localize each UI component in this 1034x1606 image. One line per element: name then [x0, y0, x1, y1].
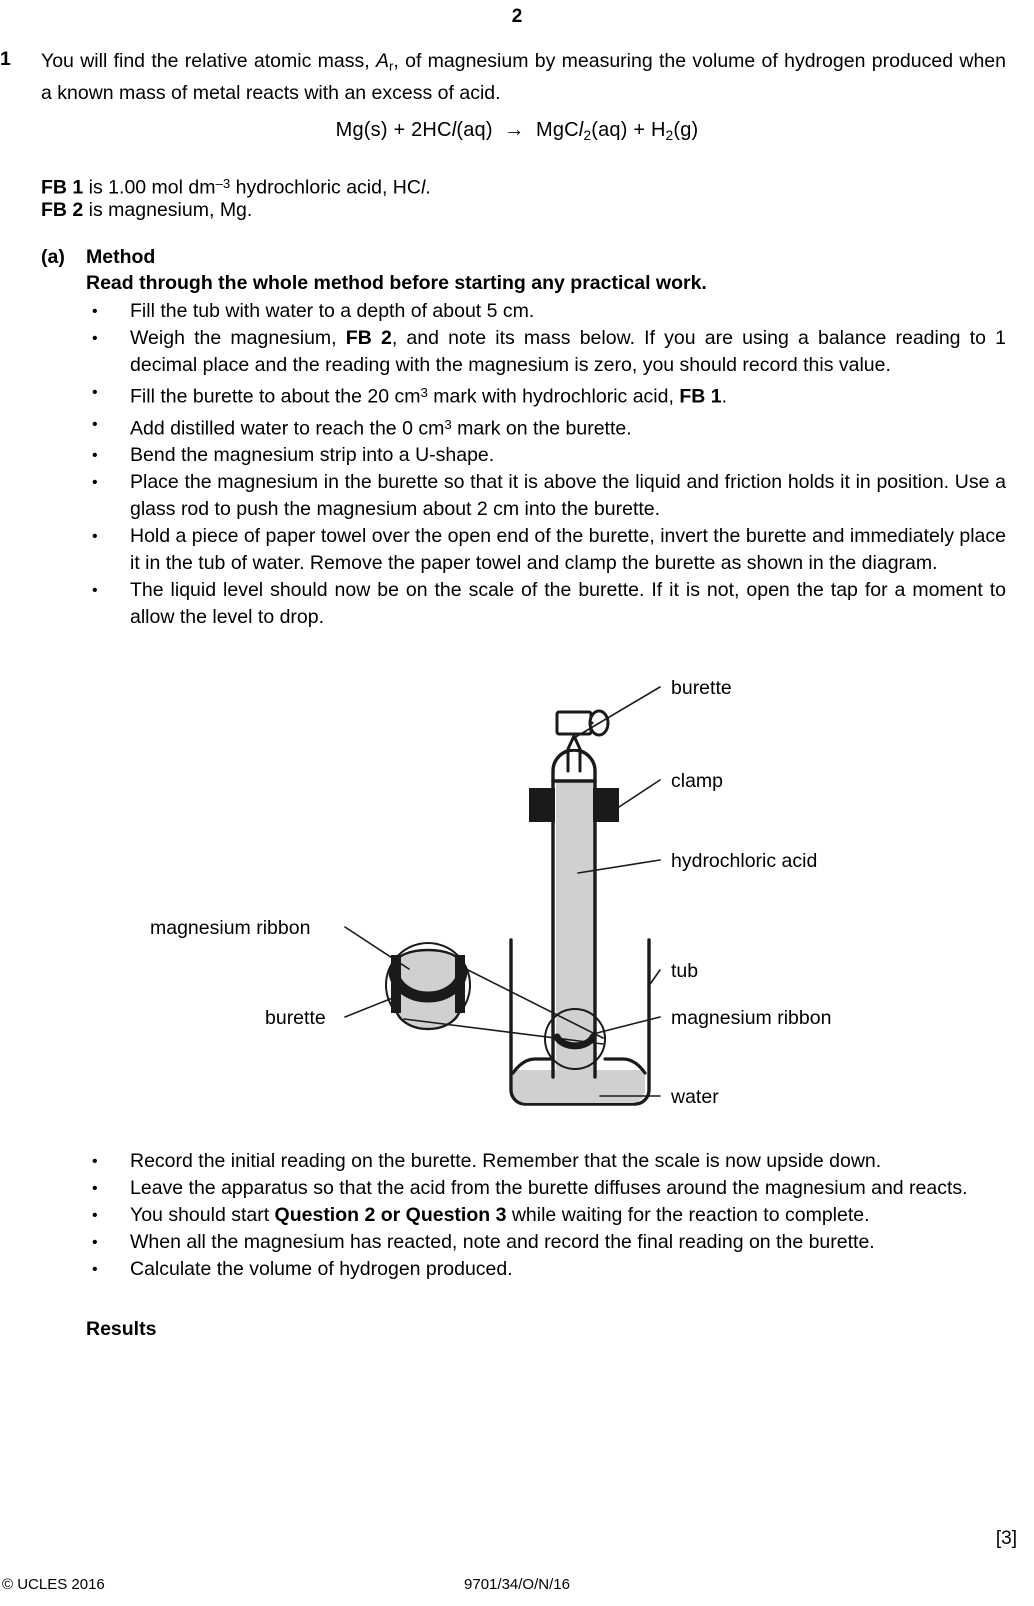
question-intro	[41, 48, 1006, 107]
label-magnesium-ribbon-left: magnesium ribbon	[150, 917, 311, 939]
part-a-subtitle: Read through the whole method before starting any practical work.	[86, 272, 707, 294]
fb2-label: FB 2	[41, 199, 84, 221]
bullet-icon: •	[92, 528, 98, 546]
bullet-icon: •	[92, 1261, 98, 1278]
list-item-text: Calculate the volume of hydrogen produced.	[130, 1258, 513, 1280]
list-item	[86, 577, 1006, 631]
label-water: water	[671, 1086, 719, 1108]
results-heading: Results	[86, 1318, 157, 1340]
clamp-right-jaw	[593, 788, 619, 822]
label-burette-right: burette	[671, 677, 732, 699]
bullet-icon: •	[92, 1207, 98, 1224]
intro-text-line2: produced when a known mass of metal reacts with an excess of acid.	[41, 50, 1006, 104]
fb1-text-b: hydrochloric acid, HC	[230, 176, 421, 199]
hydrochloric-acid-fill	[556, 783, 596, 1077]
method-bullet-list-after	[86, 1148, 1006, 1283]
fb1-text-c: .	[425, 176, 431, 199]
bullet-icon: •	[92, 447, 98, 465]
list-item-text: When all the magnesium has reacted, note and record the final reading on the burette.	[130, 1231, 875, 1253]
list-item-text: Hold a piece of paper towel over the open end of the burette, invert the burette and immediately place it in the tub of water. Remove the paper towel and clamp the burette as shown in the diagram.	[130, 525, 1006, 575]
bullet-icon: •	[92, 384, 98, 401]
page-number: 2	[511, 6, 523, 27]
marks-allocation: [3]	[995, 1528, 1017, 1549]
fb2-text: is magnesium, Mg.	[83, 199, 253, 221]
list-item-text: Record the initial reading on the burette. Remember that the scale is now upside down.	[130, 1150, 882, 1172]
equation-right-2: (aq) + H	[591, 119, 666, 141]
bullet-icon: •	[92, 415, 98, 433]
equation-right-3: (g)	[673, 119, 699, 141]
bullet-icon: •	[92, 1153, 98, 1170]
list-item	[86, 1175, 1006, 1202]
fb1-superscript: –3	[215, 176, 231, 191]
part-a-label: (a)	[41, 246, 65, 268]
list-item	[86, 442, 1006, 469]
equation-arrow: →	[504, 119, 525, 141]
label-hydrochloric-acid: hydrochloric acid	[671, 850, 818, 872]
equation-mid: (aq)	[456, 119, 493, 141]
apparatus-diagram	[0, 655, 1034, 1125]
leader-clamp	[619, 780, 660, 807]
method-bullet-list	[86, 298, 1006, 631]
list-item	[86, 1256, 1006, 1283]
leader-magnesium-ribbon-left	[345, 927, 409, 969]
list-item-text: Fill the burette to about the 20 $cm^3$ mark with hydrochloric acid, FB 1.	[130, 385, 727, 408]
list-item-text: You should start Question 2 or Question 3 while waiting for the reaction to complete.	[130, 1204, 870, 1226]
equation-left: Mg(s) + 2HC	[335, 119, 452, 141]
relative-atomic-mass-subscript: r	[388, 58, 394, 74]
label-magnesium-ribbon-right: magnesium ribbon	[671, 1007, 832, 1029]
label-tub: tub	[671, 960, 699, 982]
list-item	[86, 1202, 1006, 1229]
chemical-equation	[0, 119, 1034, 143]
list-item-text: Bend the magnesium strip into a U-shape.	[130, 444, 495, 467]
paper-code-footer: 9701/34/O/N/16	[464, 1576, 570, 1593]
list-item	[86, 1148, 1006, 1175]
list-item-text: Leave the apparatus so that the acid from the burette diffuses around the magnesium and reacts.	[130, 1177, 968, 1199]
bullet-icon: •	[92, 303, 98, 320]
bullet-icon: •	[92, 1180, 98, 1197]
list-item-text: Place the magnesium in the burette so that it is above the liquid and friction holds it in position. Use a glass rod to push the magnesium about 2 cm into the burette.	[130, 471, 1006, 521]
relative-atomic-mass-symbol: A	[375, 50, 389, 72]
list-item	[86, 379, 1006, 411]
burette-bulb	[553, 750, 595, 781]
bullet-icon: •	[92, 474, 98, 492]
list-item-text: Weigh the magnesium, FB 2, and note its mass below. If you are using a balance reading to 1 decimal place and the reading with the magnesium is zero, you should record this value.	[130, 327, 1006, 376]
list-item	[86, 298, 1006, 325]
fb1-text-a: is 1.00 mol dm	[83, 176, 216, 199]
list-item	[86, 325, 1006, 379]
list-item	[86, 469, 1006, 523]
bullet-icon: •	[92, 582, 98, 600]
list-item-text: The liquid level should now be on the scale of the burette. If it is not, open the tap for a moment to allow the level to drop.	[130, 579, 1006, 629]
list-item-text: Fill the tub with water to a depth of about 5 cm.	[130, 300, 535, 322]
list-item	[86, 411, 1006, 443]
fb1-label: FB 1	[41, 176, 84, 199]
list-item-text: Add distilled water to reach the 0 $cm^3$ mark on the burette.	[130, 416, 632, 440]
equation-chlorine-l-2: l	[578, 119, 584, 141]
question-number: 1	[0, 48, 11, 70]
copyright-footer: © UCLES 2016	[2, 1576, 105, 1593]
equation-chlorine-l-1: l	[451, 119, 457, 141]
bullet-icon: •	[92, 330, 98, 347]
label-burette-left: burette	[265, 1007, 326, 1029]
fb2-line	[41, 197, 252, 223]
label-clamp: clamp	[671, 770, 724, 792]
equation-subscript-2: 2	[583, 127, 592, 143]
fb1-chlorine-l: l	[420, 176, 426, 199]
part-a-title: Method	[86, 246, 156, 268]
equation-subscript-h2: 2	[665, 127, 674, 143]
equation-right-1: MgC	[535, 119, 579, 141]
intro-text-b: , of magnesium by measuring the volume of hydrogen	[393, 50, 866, 72]
clamp-left-jaw	[529, 788, 555, 822]
bullet-icon: •	[92, 1234, 98, 1251]
intro-text-a: You will find the relative atomic mass,	[41, 50, 376, 72]
list-item	[86, 1229, 1006, 1256]
list-item	[86, 523, 1006, 577]
